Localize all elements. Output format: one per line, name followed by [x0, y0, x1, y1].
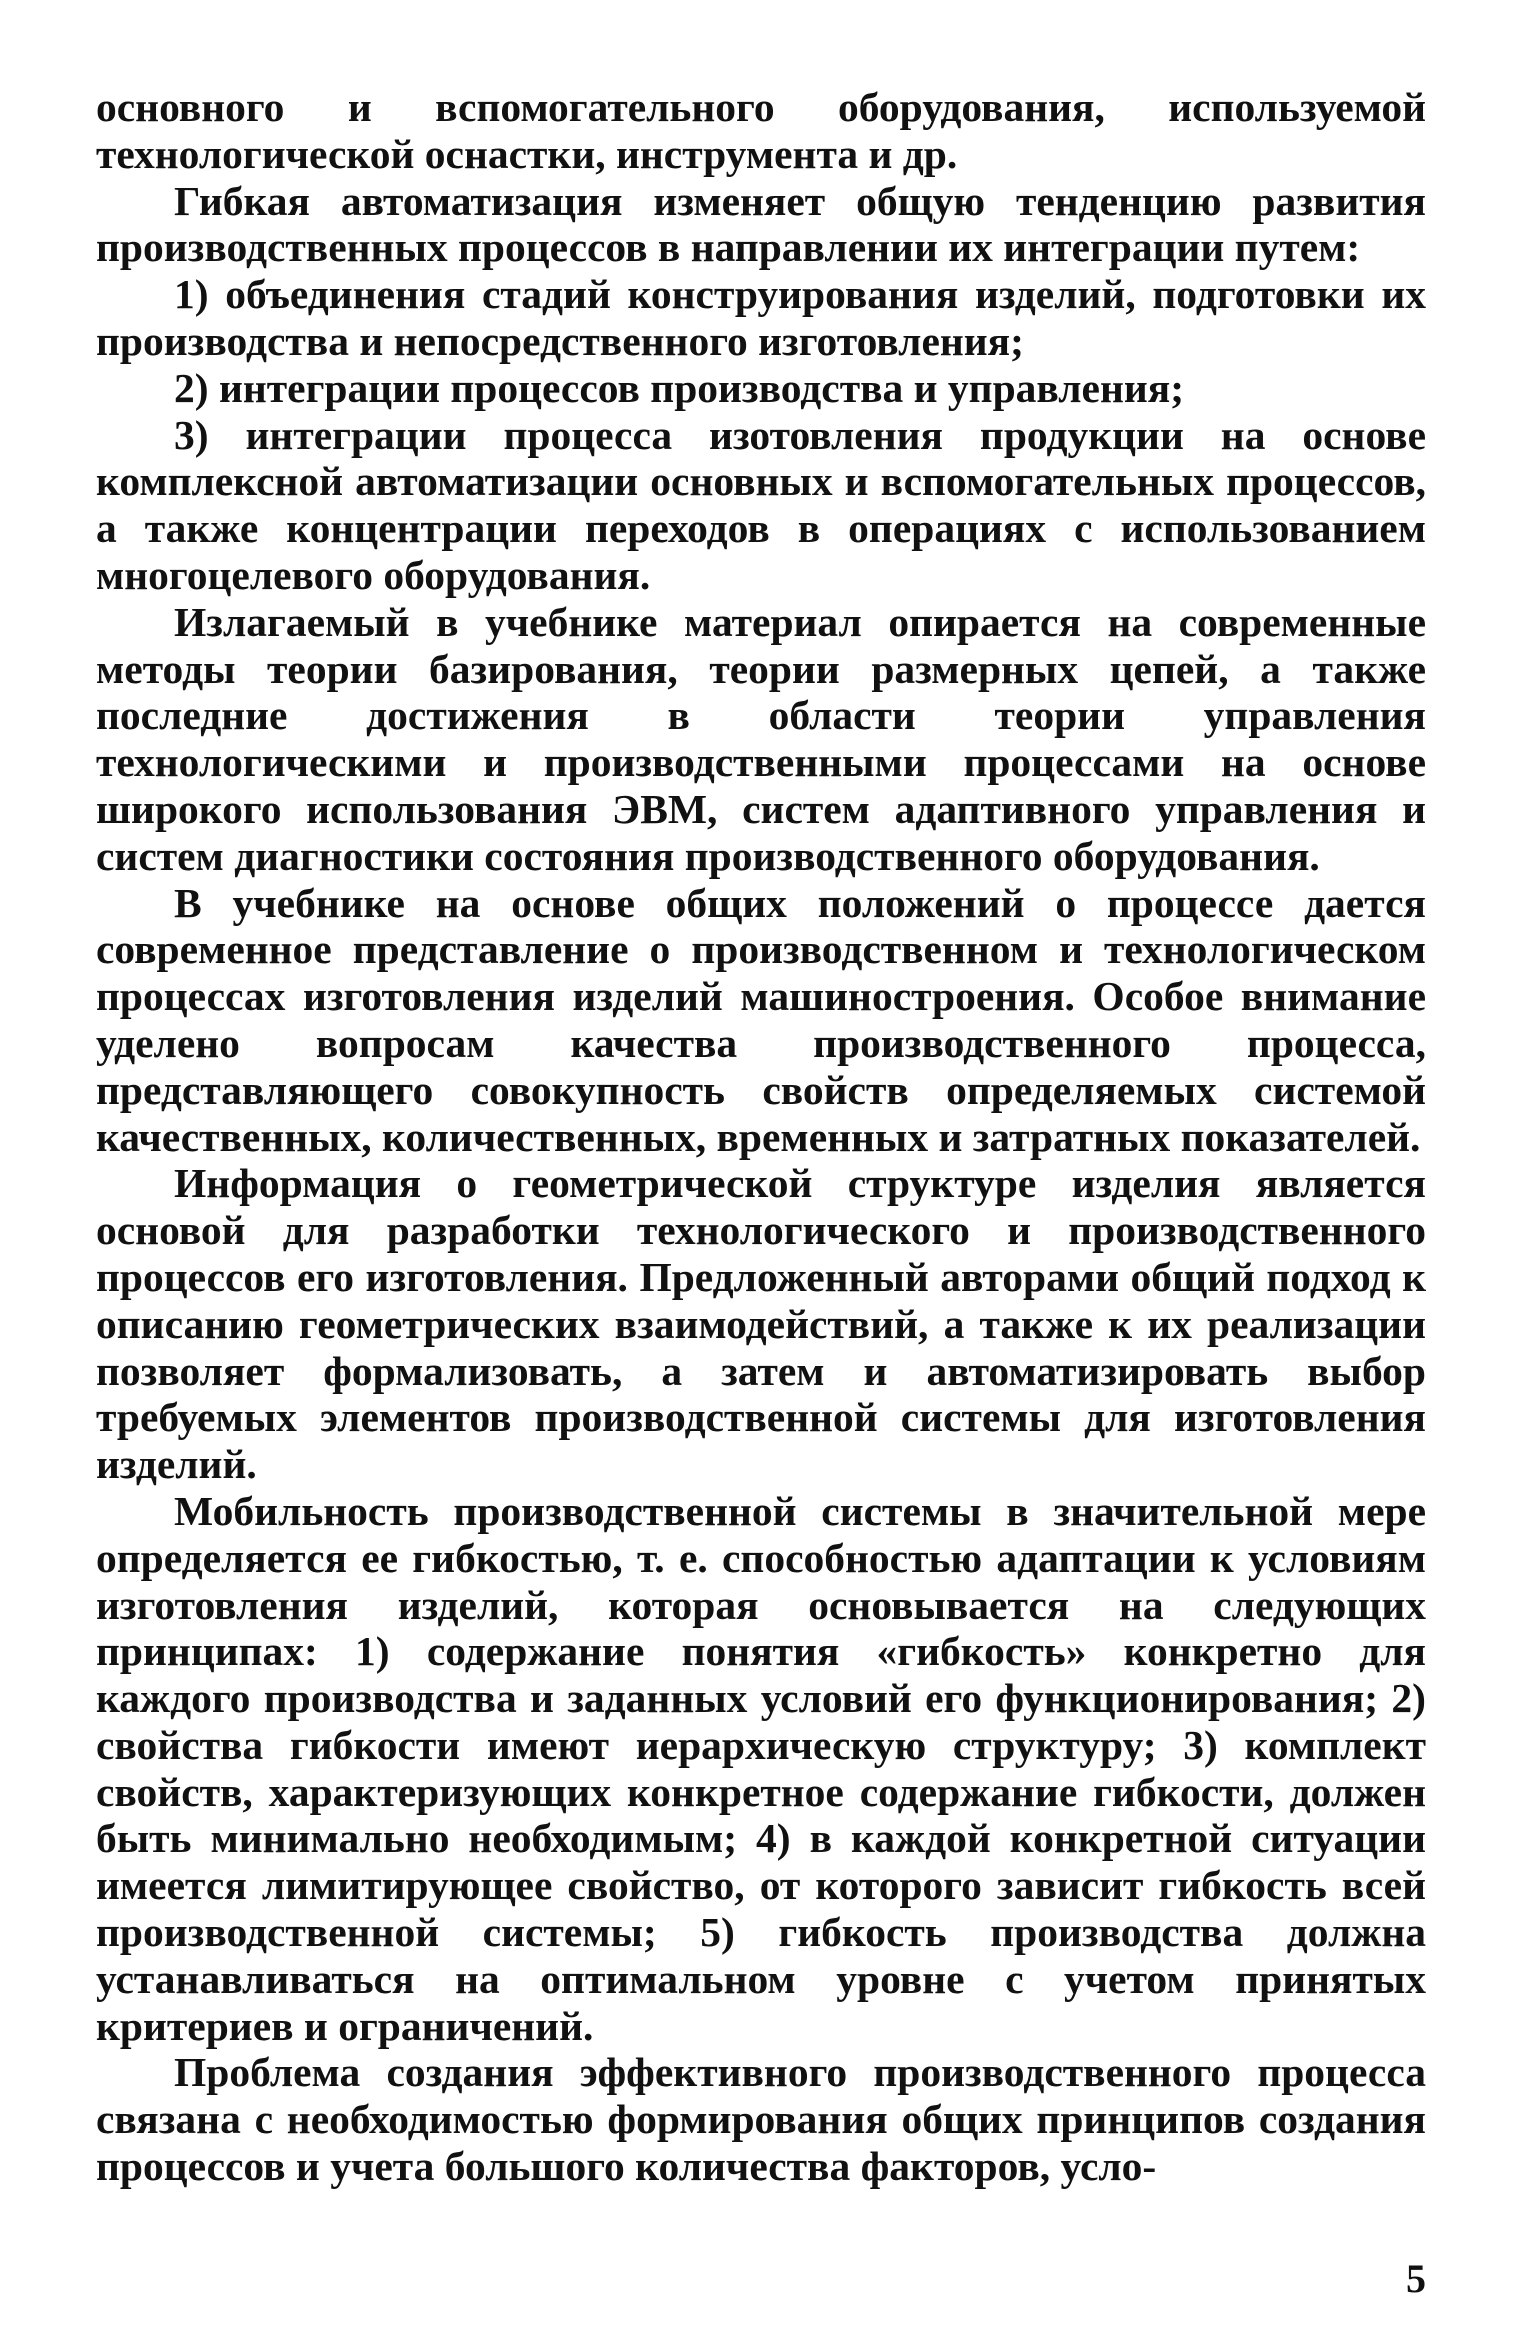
paragraph-mobility: Мобильность производственной системы в значительной мере определяется ее гибкостью, т. е. способностью адаптации к условиям изготовления изделий, которая основывается на следующих принципах: 1) содержание понятия «гибкость» конкретно для каждого производства и заданных условий его функционирования; 2) свойства гибкости имеют иерархическую структуру; 3) комплект свойств, характеризующих конкретное содержание гибкости, должен быть минимально необходимым; 4) в каждой конкретной ситуации имеется лимитирующее свойство, от которого зависит гибкость всей производственной системы; 5) гибкость производства должна устанавливаться на оптимальном уровне с учетом принятых критериев и ограничений.: [96, 1487, 1426, 2049]
paragraph-flexible-automation: Гибкая автоматизация изменяет общую тенденцию развития производственных процессов в направлении их интеграции путем:: [96, 177, 1426, 271]
page-body: [96, 84, 1426, 2190]
paragraph-textbook-overview: В учебнике на основе общих положений о процессе дается современное представление о производственном и технологическом процессах изготовления изделий машиностроения. Особое внимание уделено вопросам качества производственного процесса, представляющего совокупность свойств определяемых системой качественных, количественных, временных и затратных показателей.: [96, 879, 1426, 1160]
paragraph-geometric-structure: Информация о геометрической структуре изделия является основой для разработки технологического и производственного процессов его изготовления. Предложенный авторами общий подход к описанию геометрических взаимодействий, а также к их реализации позволяет формализовать, а затем и автоматизировать выбор требуемых элементов производственной системы для изготовления изделий.: [96, 1160, 1426, 1488]
list-item-2: 2) интеграции процессов производства и управления;: [174, 364, 1185, 411]
paragraph-textbook-material: Излагаемый в учебнике материал опирается на современные методы теории базирования, теории размерных цепей, а также последние достижения в области теории управления технологическими и производственными процессами на основе широкого использования ЭВМ, систем адаптивного управления и систем диагностики состояния производственного оборудования.: [96, 598, 1426, 879]
page-number: 5: [1406, 2256, 1426, 2301]
paragraph-continuation: основного и вспомогательного оборудования, используемой технологической оснастки, инструмента и др.: [96, 84, 1426, 177]
list-item-1: 1) объединения стадий конструирования изделий, подготовки их производства и непосредственного изготовления;: [96, 271, 1426, 364]
list-item-3: 3) интеграции процесса изотовления продукции на основе комплексной автоматизации основных и вспомогательных процессов, а также концентрации переходов в операциях с использованием многоцелевого оборудования.: [96, 411, 1426, 598]
paragraph-problem: Проблема создания эффективного производственного процесса связана с необходимостью формирования общих принципов создания процессов и учета большого количества факторов, усло-: [96, 2049, 1426, 2190]
